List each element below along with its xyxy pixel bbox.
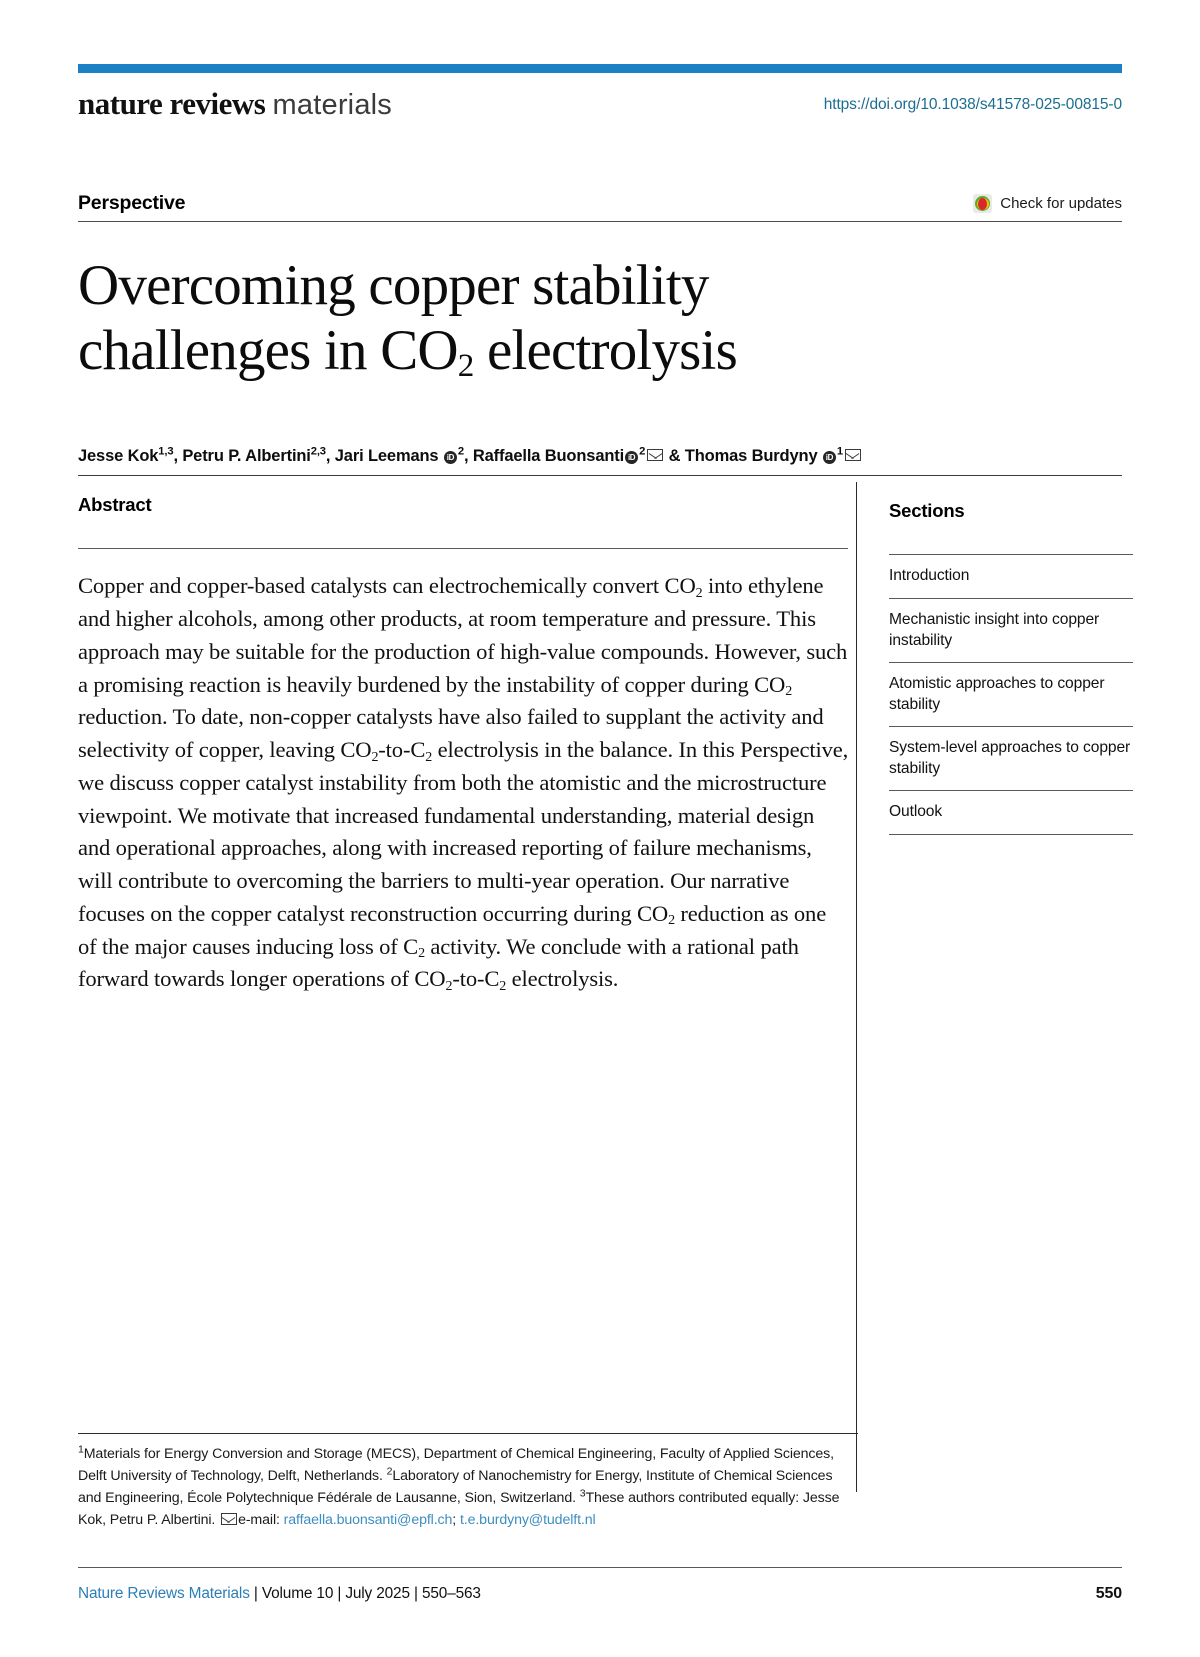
email-link-burdyny[interactable]: t.e.burdyny@tudelft.nl (459, 1512, 596, 1528)
journal-logo-light: materials (272, 89, 392, 121)
sidebar-item-system-level-approaches[interactable]: System-level approaches to copper stability (889, 726, 1133, 790)
article-type-row (78, 192, 1122, 215)
sections-column (889, 476, 1133, 1492)
author-name: Jesse Kok (78, 446, 159, 465)
author-affil-marker: 2 (457, 445, 464, 458)
author-separator: , (325, 446, 335, 465)
author-name: Petru P. Albertini (182, 446, 311, 465)
abstract-text: Copper and copper-based catalysts can electrochemically convert $CO_2$ into ethylene and higher alcohols, among other products, at room temperature and pressure. This approach may be suitable for the production of high-value compounds. However, such a promising reaction is heavily burdened by the instability of copper during $CO_2$ reduction. To date, non-copper catalysts have also failed to supplant the activity and selectivity of copper, leaving $CO_2-to-C_2$ electrolysis in the balance. In this Perspective, we discuss copper catalyst instability from both the atomistic and the microstructure viewpoint. We motivate that increased fundamental understanding, material design and operational approaches, along with increased reporting of failure mechanisms, will contribute to overcoming the barriers to multi-year operation. Our narrative focuses on the copper catalyst reconstruction occurring during $CO_2$ reduction as one of the major causes inducing loss of $C_2$ activity. We conclude with a rational path forward towards longer operations of $CO_2-to-C_2$ electrolysis. (78, 573, 849, 994)
journal-logo (78, 88, 392, 120)
affil-marker-2: 2 (386, 1465, 393, 1478)
masthead (78, 88, 1122, 120)
page-footer (78, 1567, 1122, 1603)
sections-heading: Sections (889, 500, 965, 522)
sidebar-item-atomistic-approaches[interactable]: Atomistic approaches to copper stability (889, 662, 1133, 726)
footnote-text (78, 1443, 858, 1531)
author-item[interactable] (473, 447, 664, 465)
abstract-divider (78, 548, 848, 549)
sidebar-item-outlook[interactable]: Outlook (889, 790, 1133, 835)
page-title (78, 254, 1008, 384)
check-for-updates-button[interactable] (973, 194, 1122, 213)
column-divider (856, 482, 857, 1492)
author-affil-marker: 1 (836, 445, 843, 458)
email-link-buonsanti[interactable]: raffaella.buonsanti@epfl.ch (283, 1512, 453, 1528)
author-separator: , (464, 446, 473, 465)
abstract-heading: Abstract (78, 494, 152, 516)
article-type-label: Perspective (78, 192, 186, 214)
article-body (78, 476, 1131, 1492)
email-label: e-mail: (238, 1512, 284, 1528)
orcid-icon[interactable]: iD (444, 451, 457, 464)
title-line-1: Overcoming copper stability (78, 254, 709, 317)
footer-issue-meta: | Volume 10 | July 2025 | 550–563 (249, 1585, 481, 1602)
crossmark-icon (973, 194, 992, 213)
author-name: Thomas Burdyny (684, 446, 818, 465)
equal-contribution-note: These authors contributed equally: Jesse Kok, Petru P. Albertini. (78, 1490, 840, 1528)
email-icon[interactable] (647, 449, 663, 461)
author-item[interactable] (685, 447, 862, 465)
footnote-divider (78, 1433, 858, 1434)
sidebar-item-introduction[interactable]: Introduction (889, 554, 1133, 598)
affiliation-1: Materials for Energy Conversion and Storage (MECS), Department of Chemical Engineering, Faculty of Applied Sciences, Delft University of Technology, Delft, Netherlands. (78, 1446, 834, 1484)
author-name: Raffaella Buonsanti (472, 446, 625, 465)
title-subscript: 2 (457, 348, 474, 385)
footer-journal-name[interactable]: Nature Reviews Materials (78, 1585, 250, 1602)
author-item[interactable] (335, 447, 464, 465)
title-line-2a: challenges in CO (78, 318, 458, 382)
brand-blue-rule (78, 64, 1122, 73)
sidebar-item-mechanistic-insight[interactable]: Mechanistic insight into copper instability (889, 598, 1133, 662)
author-affil-marker: 2 (639, 445, 646, 458)
author-separator: , (173, 446, 183, 465)
footer-page-number: 550 (1095, 1585, 1122, 1602)
abstract-column (78, 476, 856, 1492)
author-item[interactable] (78, 447, 173, 465)
title-line-2b: electrolysis (473, 318, 737, 382)
affiliation-2: Laboratory of Nanochemistry for Energy, Institute of Chemical Sciences and Engineering, École Polytechnique Fédérale de Lausanne, Sion, Switzerland. (78, 1468, 833, 1506)
footer-citation (78, 1585, 481, 1603)
doi-link[interactable]: https://doi.org/10.1038/s41578-025-00815-0 (823, 96, 1122, 113)
article-page (0, 64, 1200, 1657)
affiliations-footnote (78, 1433, 858, 1531)
sections-list (889, 554, 1133, 835)
author-separator: & (664, 446, 685, 465)
header-divider (78, 221, 1122, 222)
footer-divider (78, 1567, 1122, 1568)
author-name: Jari Leemans (334, 446, 439, 465)
journal-logo-strong: nature reviews (78, 86, 266, 121)
email-icon[interactable] (845, 449, 861, 461)
email-separator: ; (452, 1512, 460, 1528)
affil-marker-1: 1 (78, 1443, 84, 1456)
author-item[interactable] (182, 447, 326, 465)
orcid-icon[interactable]: iD (823, 451, 836, 464)
author-affil-marker: 1,3 (158, 445, 174, 458)
author-affil-marker: 2,3 (310, 445, 326, 458)
author-list (78, 446, 1122, 467)
check-for-updates-label: Check for updates (1000, 195, 1122, 212)
email-icon (221, 1513, 237, 1525)
orcid-icon[interactable]: iD (625, 451, 638, 464)
affil-marker-3: 3 (579, 1487, 586, 1500)
footer-row (78, 1585, 1122, 1603)
